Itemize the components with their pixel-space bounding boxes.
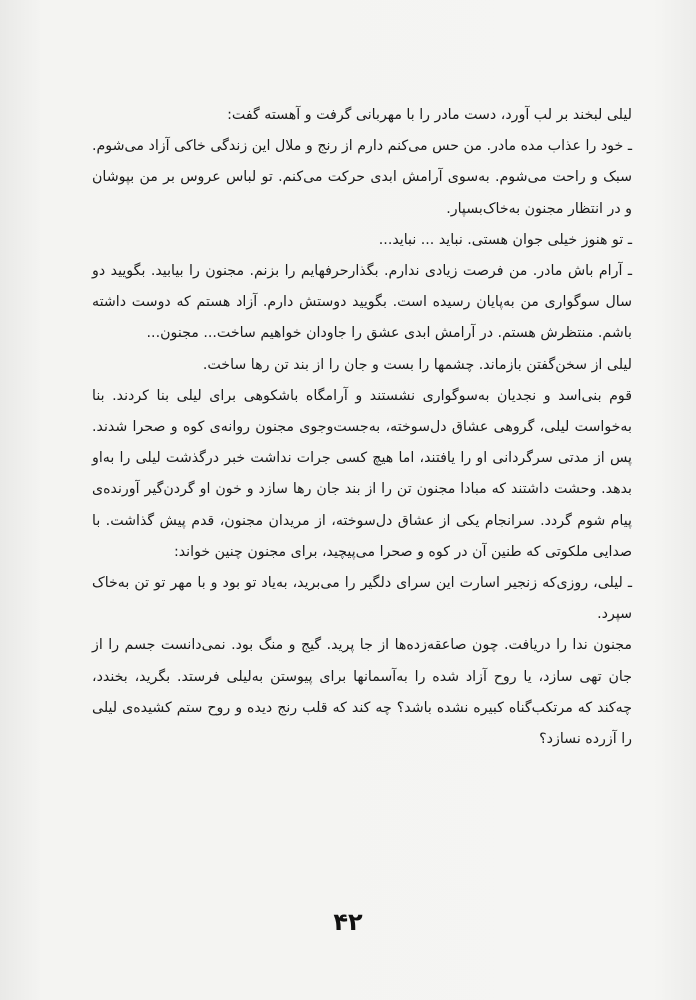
- page-text: [92, 100, 632, 755]
- paragraph-6: قوم بنی‌اسد و نجدیان به‌سوگواری نشستند و آرامگاه باشکوهی برای لیلی بنا کردند. بنا به‌خواست لیلی، گروهی عشاق دل‌سوخته، به‌جست‌وجوی مجنون روانه‌ی کوه و صحرا شدند. پس از مدتی سرگردانی او را یافتند، اما هیچ کسی جرات نداشت خبر درگذشت لیلی را به‌او بدهد. وحشت داشتند که مبادا مجنون تن را از بند جان رها سازد و خون او گردن‌گیر آورنده‌ی پیام شوم گردد. سرانجام یکی از عشاق دل‌سوخته، از مریدان مجنون، قدم پیش گذاشت. با صدایی ملکوتی که طنین آن در کوه و صحرا می‌پیچید، برای مجنون چنین خواند:: [92, 387, 632, 560]
- paragraph-4: ـ آرام باش مادر. من فرصت زیادی ندارم. بگذارحرفهایم را بزنم. مجنون را بیابید. بگویید دو سال سوگواری من به‌پایان رسیده است. بگویید دوستش دارم. آزاد هستم که دوست داشته باشم. منتظرش هستم. در آرامش ابدی عشق را جاودان خواهیم ساخت... مجنون...: [92, 263, 632, 342]
- paragraph-1: لیلی لبخند بر لب آورد، دست مادر را با مهربانی گرفت و آهسته گفت:: [227, 107, 632, 123]
- paragraph-7: ـ لیلی، روزی‌که زنجیر اسارت این سرای دلگیر را می‌برید، به‌یاد تو بود و با مهر تو تن به‌خاک سپرد.: [92, 575, 632, 623]
- paragraph-5: لیلی از سخن‌گفتن بازماند. چشمها را بست و جان را از بند تن رها ساخت.: [202, 356, 632, 373]
- paragraph-3: ـ تو هنوز خیلی جوان هستی. نباید ... نباید...: [378, 231, 632, 248]
- page-number: ۴۲: [333, 908, 363, 936]
- paragraph-2: ـ خود را عذاب مده مادر. من حس می‌کنم دارم از رنج و ملال این زندگی خاکی آزاد می‌شوم. سبک و راحت می‌شوم. به‌سوی آرامش ابدی حرکت می‌کنم. تو لباس عروس بر من بپوشان و در انتظار مجنون به‌خاک‌بسپار.: [92, 138, 632, 217]
- paragraph-8: مجنون ندا را دریافت. چون صاعقه‌زده‌ها از جا پرید. گیج و منگ بود. نمی‌دانست جسم را از جان تهی سازد، یا روح آزاد شده را به‌آسمانها برای پیوستن به‌لیلی فرستد. بگرید، بخندد، چه‌کند که مرتکب‌گناه کبیره نشده باشد؟ چه کند که قلب رنج دیده و روح ستم کشیده‌ی لیلی را آزرده نسازد؟: [92, 637, 632, 748]
